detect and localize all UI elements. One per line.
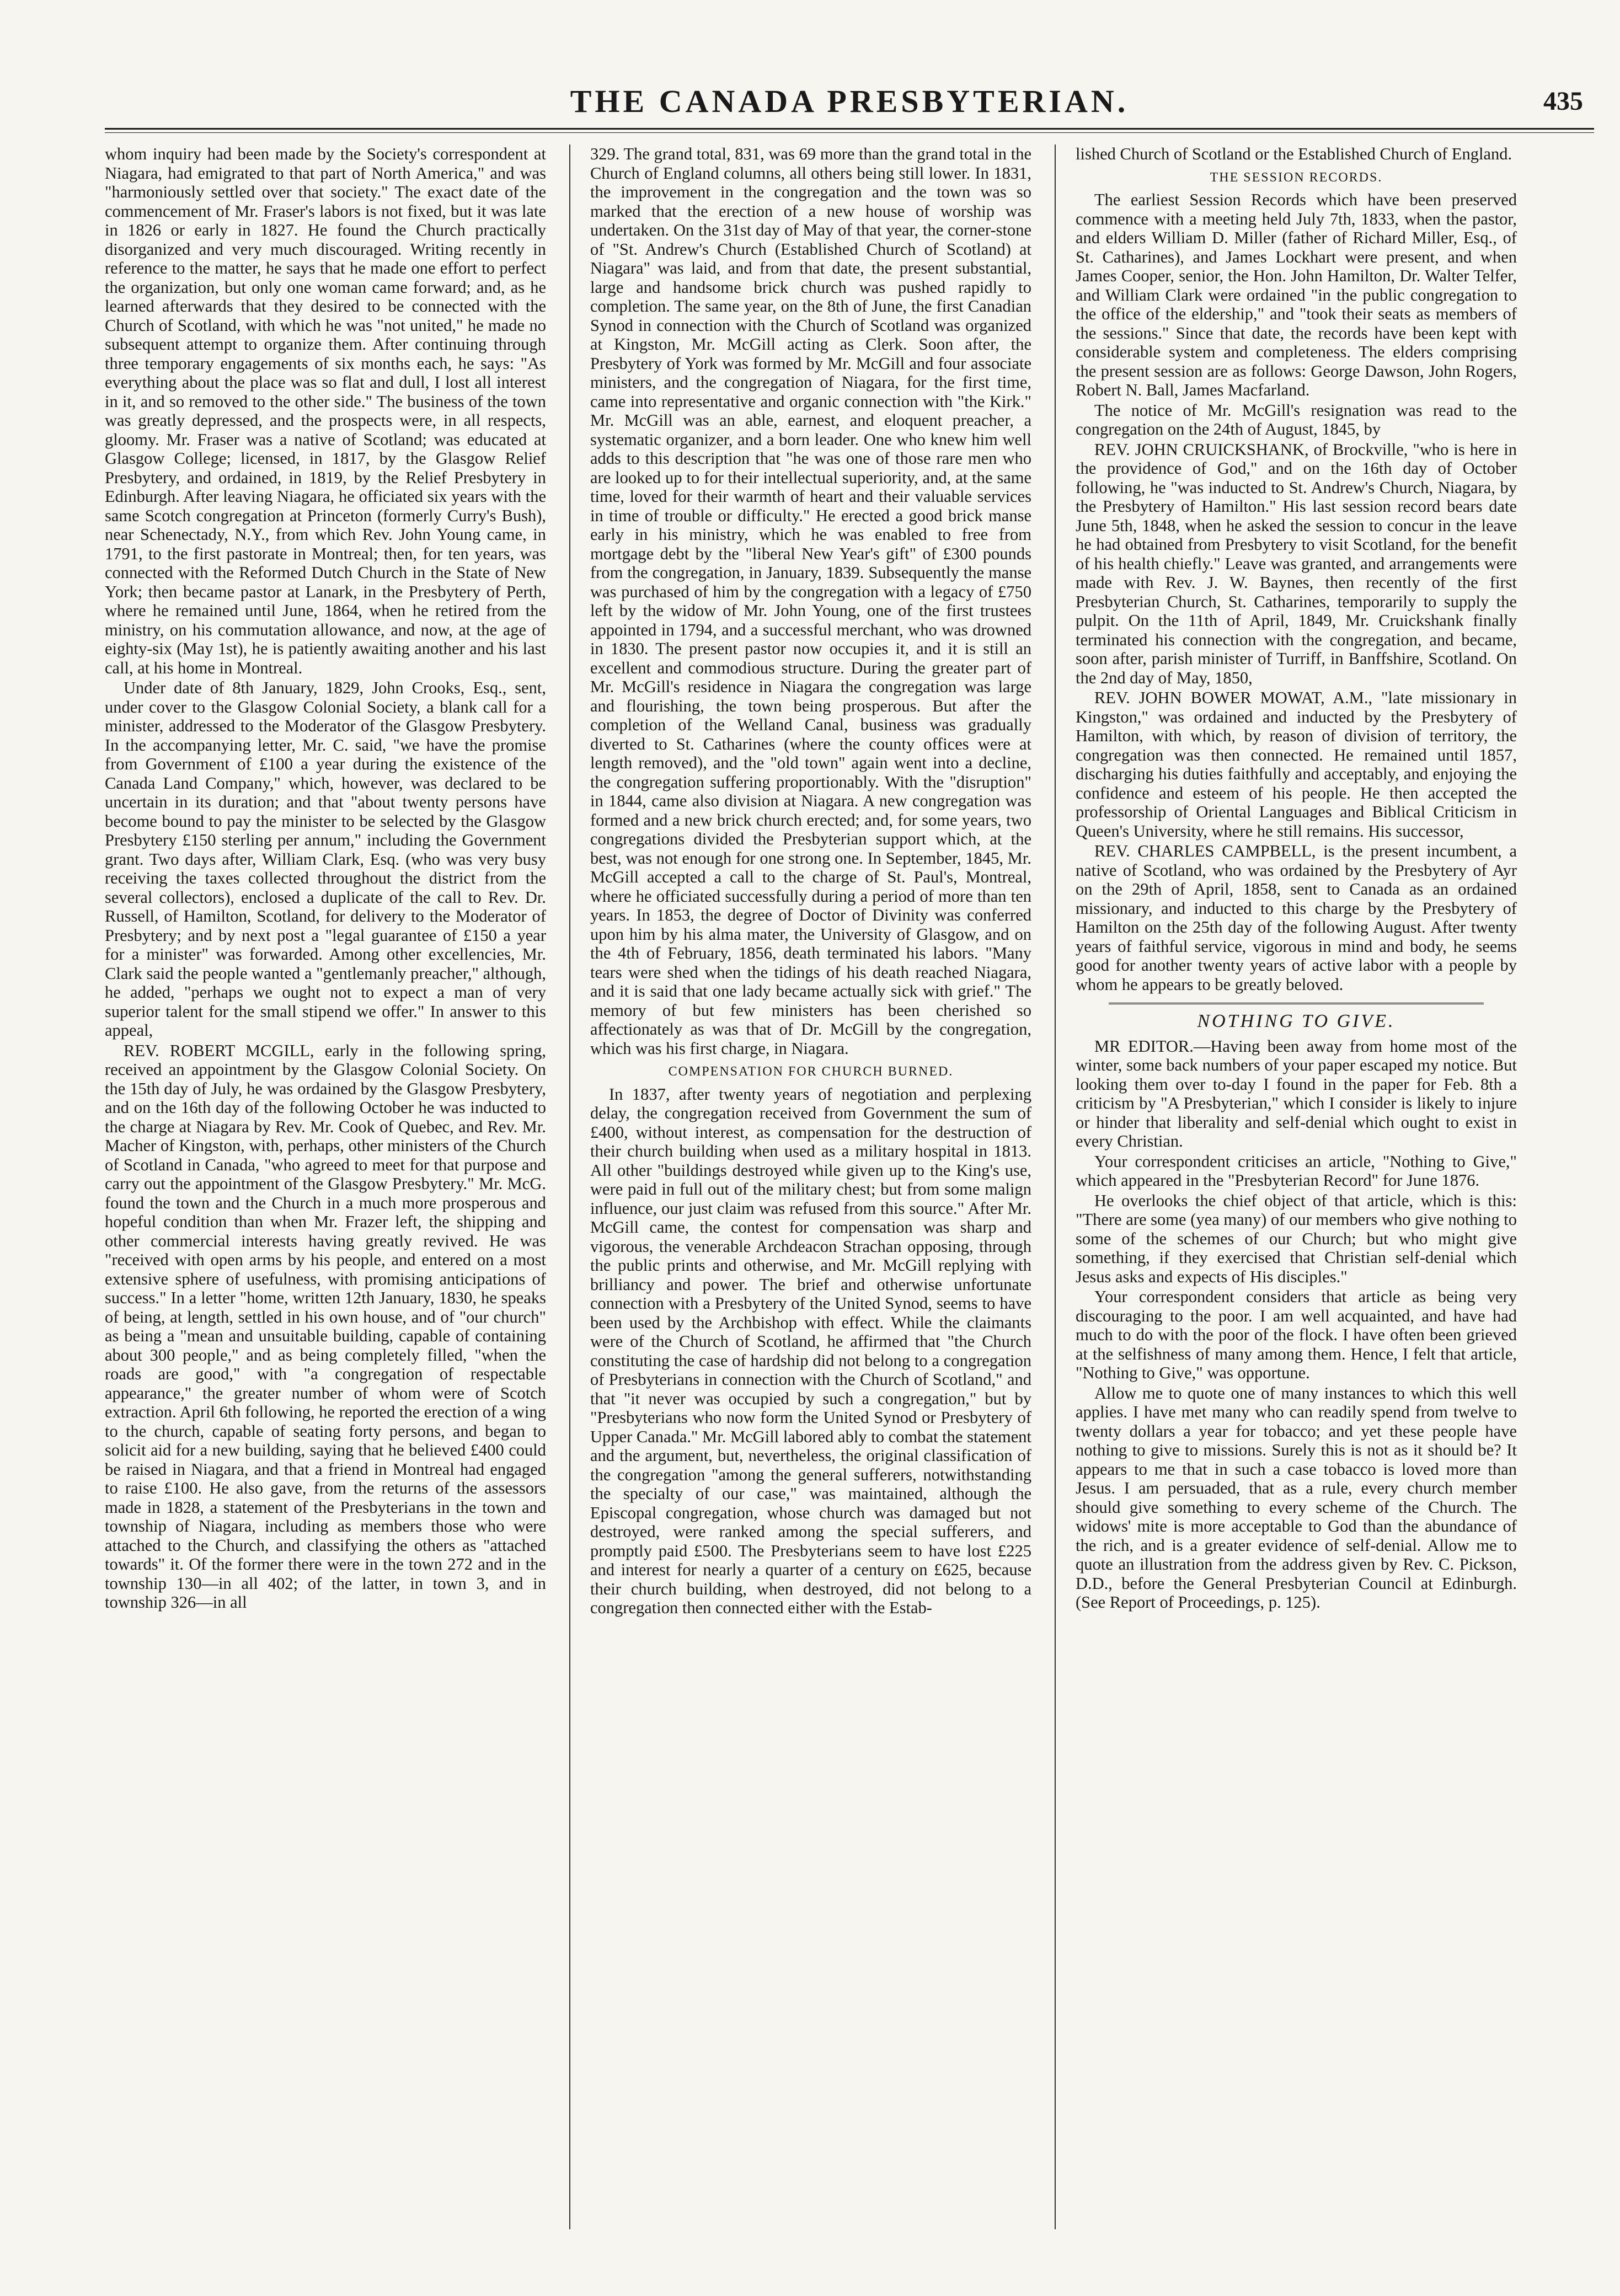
article-divider [1109, 1003, 1484, 1007]
newspaper-title: THE CANADA PRESBYTERIAN. [570, 83, 1129, 119]
article-paragraph: The notice of Mr. McGill's resignation was read to the congregation on the 24th of August, 1845, by [1076, 400, 1517, 438]
article-paragraph: Under date of 8th January, 1829, John Crooks, Esq., sent, under cover to the Glasgow Colonial Society, a blank call for a minister, addressed to the Moderator of the Glasgow Presbytery. In the accompanying letter, Mr. C. said, "we have the promise from Government of £100 a year during the existence of the Canada Land Company," which, however, was declared to be uncertain in its duration; and that "about twenty persons have become bound to pay the minister to be selected by the Glasgow Presbytery £150 sterling per annum," including the Government grant. Two days after, William Clark, Esq. (who was very busy receiving the taxes collected throughout the district from the several collectors), enclosed a duplicate of the call to Rev. Dr. Russell, of Hamilton, Scotland, for delivery to the Moderator of Presbytery; and by next post a "legal guarantee of £150 a year for a minister" was forwarded. Among other excellencies, Mr. Clark said the people wanted a "gentlemanly preacher," although, he added, "perhaps we ought not to expect a man of very superior talent for the small stipend we offer." In answer to this appeal, [105, 678, 546, 1040]
column-2 [590, 144, 1031, 2240]
article-paragraph: REV. JOHN BOWER MOWAT, A.M., "late missionary in Kingston," was ordained and inducted by the Presbytery of Hamilton, with which, by reason of division of territory, the congregation was then connected. He remained until 1857, discharging his duties faithfully and acceptably, and enjoying the confidence and esteem of his people. He then accepted the professorship of Oriental Languages and Biblical Criticism in Queen's University, where he still remains. His successor, [1076, 688, 1517, 841]
column-3 [1076, 144, 1517, 2240]
article-paragraph: lished Church of Scotland or the Established Church of England. [1076, 144, 1512, 163]
article-paragraph: In 1837, after twenty years of negotiation and perplexing delay, the congregation received from Government the sum of £400, without interest, as compensation for the destruction of their church building when used as a military hospital in 1813. All other "buildings destroyed while given up to the King's use, were paid in full out of the military chest; but from some malign influence, our just claim was refused from this source." After Mr. McGill came, the contest for compensation was sharp and vigorous, the venerable Archdeacon Strachan opposing, through the public prints and otherwise, and Mr. McGill replying with brilliancy and power. The brief and otherwise unfortunate connection with a Presbytery of the United Synod, seems to have been used by the Archbishop with effect. While the claimants were of the Church of Scotland, he affirmed that "the Church constituting the case of hardship did not belong to a congregation of Presbyterians in connection with the Church of Scotland," and that "it never was occupied by such a congregation," but by "Presbyterians who now form the United Synod or Presbytery of Upper Canada." Mr. McGill labored ably to combat the statement and the argument, but, nevertheless, the original classification of the congregation "among the general sufferers, notwithstanding the specialty of our case," was maintained, although the Episcopal congregation, whose church was damaged but not destroyed, were ranked among the special sufferers, and promptly paid £500. The Presbyterians seem to have lost £225 and interest for nearly a quarter of a century on £625, because their church building, when destroyed, did not belong to a congregation then connected either with the Estab- [590, 1084, 1031, 1617]
header-rule-2 [105, 132, 1594, 133]
article-paragraph: The earliest Session Records which have been preserved commence with a meeting held July 7th, 1833, when the pastor, and elders William D. Miller (father of Richard Miller, Esq., of St. Catharines), and James Lockhart were present, and when James Cooper, senior, the Hon. John Hamilton, Dr. Walter Telfer, and William Clark were ordained "in the public congregation to the office of the eldership," and "took their seats as members of the sessions." Since that date, the records have been kept with considerable system and completeness. The elders comprising the present session are as follows: George Dawson, John Rogers, Robert N. Ball, James Macfarland. [1076, 190, 1517, 399]
section-heading: COMPENSATION FOR CHURCH BURNED. [668, 1064, 954, 1079]
letter-paragraph: Allow me to quote one of many instances to which this well applies. I have met many who can readily spend from twelve to twenty dollars a year for tobacco; and yet these people have nothing to give to missions. Surely this is not as it should be? It appears to me that in such a case tobacco is loved more than Jesus. I am persuaded, that as a rule, every church member should give something to every scheme of the Church. The widows' mite is more acceptable to God than the abundance of the rich, and is a greater evidence of self-denial. Allow me to quote an illustration from the address given by Rev. C. Pickson, D.D., before the General Presbyterian Council at Edinburgh. (See Report of Proceedings, p. 125). [1076, 1383, 1517, 1612]
masthead [105, 83, 1594, 127]
column-divider [569, 144, 570, 2229]
article-paragraph: REV. JOHN CRUICKSHANK, of Brockville, "who is here in the providence of God," and on the 16th day of October following, he "was inducted to St. Andrew's Church, Niagara, by the Presbytery of Hamilton." His last session record bears date June 5th, 1848, when he asked the session to concur in the leave he had obtained from Presbytery to visit Scotland, for the benefit of his health chiefly." Leave was granted, and arrangements were made with Rev. J. W. Baynes, then recently of the first Presbyterian Church, St. Catharines, temporarily to supply the pulpit. On the 11th of April, 1849, Mr. Cruickshank finally terminated his connection with the congregation, and became, soon after, parish minister of Turriff, in Banffshire, Scotland. On the 2nd day of May, 1850, [1076, 440, 1517, 687]
column-divider [1055, 144, 1056, 2229]
article-heading: NOTHING TO GIVE. [1197, 1011, 1396, 1031]
page-number: 435 [1543, 87, 1583, 116]
header-rule [105, 128, 1594, 130]
column-1 [105, 144, 546, 2240]
letter-paragraph: Your correspondent considers that article as being very discouraging to the poor. I am well acquainted, and have had much to do with the poor of the flock. I have often been grieved at the selfishness of many among them. Hence, I felt that article, "Nothing to Give," was opportune. [1076, 1287, 1517, 1382]
letter-paragraph: Your correspondent criticises an article, "Nothing to Give," which appeared in the "Presbyterian Record" for June 1876. [1076, 1152, 1517, 1190]
letter-paragraph: He overlooks the chief object of that article, which is this: "There are some (yea many) of our members who give nothing to some of the schemes of our Church; but who might give something, if they exercised that Christian self-denial which Jesus asks and expects of His disciples." [1076, 1191, 1517, 1286]
section-heading: THE SESSION RECORDS. [1210, 170, 1383, 185]
article-paragraph: whom inquiry had been made by the Society's correspondent at Niagara, had emigrated to that part of North America," and was "harmoniously settled over that society." The exact date of the commencement of Mr. Fraser's labors is not fixed, but it was late in 1826 or early in 1827. He found the Church practically disorganized and very much discouraged. Writing recently in reference to the matter, he says that he made one effort to perfect the organization, but only one woman came forward; and, as he learned afterwards that they desired to be connected with the Church of Scotland, with which he was "not united," he made no subsequent attempt to organize them. After continuing through three temporary engagements of six months each, he says: "As everything about the place was so flat and dull, I lost all interest in it, and so removed to the other side." The business of the town was greatly depressed, and the prospects were, in all respects, gloomy. Mr. Fraser was a native of Scotland; was educated at Glasgow College; licensed, in 1817, by the Glasgow Relief Presbytery, and ordained, in 1819, by the Relief Presbytery in Edinburgh. After leaving Niagara, he officiated six years with the same Scotch congregation at Princeton (formerly Curry's Bush), near Schenectady, N.Y., from which Rev. John Young came, in 1791, to the first pastorate in Montreal; then, for ten years, was connected with the Reformed Dutch Church in the State of New York; then became pastor at Lanark, in the Presbytery of Perth, where he remained until June, 1864, when he retired from the ministry, on his commutation allowance, and now, at the age of eighty-six (May 1st), he is patiently awaiting another and his last call, at his home in Montreal. [105, 144, 546, 677]
article-paragraph: 329. The grand total, 831, was 69 more than the grand total in the Church of England columns, all others being still lower. In 1831, the improvement in the congregation and the town was so marked that the erection of a new house of worship was undertaken. On the 31st day of May of that year, the corner-stone of "St. Andrew's Church (Established Church of Scotland) at Niagara" was laid, and from that date, the present substantial, large and handsome brick church was pushed rapidly to completion. The same year, on the 8th of June, the first Canadian Synod in connection with the Church of Scotland was organized at Kingston, Mr. McGill acting as Clerk. Soon after, the Presbytery of York was formed by Mr. McGill and four associate ministers, and the congregation of Niagara, for the first time, came into representative and organic connection with "the Kirk." Mr. McGill was an able, earnest, and eloquent preacher, a systematic organizer, and a born leader. One who knew him well adds to this description that "he was one of those rare men who are looked up to for their intellectual superiority, and, at the same time, loved for their warmth of heart and their valuable services in time of trouble or difficulty." He erected a good brick manse early in his ministry, which he was enabled to free from mortgage debt by the "liberal New Year's gift" of £300 pounds from the congregation, in January, 1839. Subsequently the manse was purchased of him by the congregation with a legacy of £750 left by the widow of Mr. John Young, one of the first trustees appointed in 1794, and a successful merchant, who was drowned in 1830. The present pastor now occupies it, and it is still an excellent and commodious structure. During the greater part of Mr. McGill's residence in Niagara the congregation was large and flourishing, the town being prosperous. But after the completion of the Welland Canal, business was gradually diverted to St. Catharines (where the county offices were at length removed), and the "old town" again went into a decline, the congregation suffering proportionably. With the "disruption" in 1844, came also division at Niagara. A new congregation was formed and a new brick church erected; and, for some years, two congregations divided the Presbyterian support which, at the best, was not enough for one strong one. In September, 1845, Mr. McGill accepted a call to the charge of St. Paul's, Montreal, where he officiated successfully during a period of more than ten years. In 1853, the degree of Doctor of Divinity was conferred upon him by his alma mater, the University of Glasgow, and on the 4th of February, 1856, death terminated his labors. "Many tears were shed when the tidings of his death reached Niagara, and it is said that one lady became actually sick with grief." The memory of but few ministers has been cherished so affectionately as was that of Dr. McGill by the congregation, which was his first charge, in Niagara. [590, 144, 1031, 1058]
article-paragraph: REV. ROBERT MCGILL, early in the following spring, received an appointment by the Glasgow Colonial Society. On the 15th day of July, he was ordained by the Glasgow Presbytery, and on the 16th day of the following October he was inducted to the charge at Niagara by Rev. Mr. Cook of Quebec, and Rev. Mr. Macher of Kingston, with, perhaps, other ministers of the Church of Scotland in Canada, "who agreed to meet for that purpose and carry out the appointment of the Glasgow Presbytery." Mr. McG. found the town and the Church in a much more prosperous and hopeful condition than when Mr. Frazer left, the shipping and other commercial interests having greatly revived. He was "received with open arms by his people, and entered on a most extensive sphere of usefulness, with promising anticipations of success." In a letter "home, written 12th January, 1830, he speaks of being, at length, settled in his own house, and of "our church" as being a "mean and unsuitable building, capable of containing about 300 people," and as being completely filled, "when the roads are good," with "a congregation of respectable appearance," the greater number of whom were of Scotch extraction. April 6th following, he reported the erection of a wing to the church, capable of seating forty persons, and began to solicit aid for a new building, saying that he believed £400 could be raised in Niagara, and that a friend in Montreal had engaged to raise £100. He also gave, from the returns of the assessors made in 1828, a statement of the Presbyterians in the town and township of Niagara, including as members those who were attached to the Church, and classifying the others as "attached towards" it. Of the former there were in the town 272 and in the township 130—in all 402; of the latter, in town 3, and in township 326—in all [105, 1041, 546, 1612]
letter-paragraph: MR EDITOR.—Having been away from home most of the winter, some back numbers of your paper escaped my notice. But looking them over to-day I found in the paper for Feb. 8th a criticism by "A Presbyterian," which I consider is likely to injure or hinder that liberality and self-denial which ought to exist in every Christian. [1076, 1036, 1517, 1150]
article-paragraph: REV. CHARLES CAMPBELL, is the present incumbent, a native of Scotland, who was ordained by the Presbytery of Ayr on the 29th of April, 1858, sent to Canada as an ordained missionary, and inducted to this charge by the Presbytery of Hamilton on the 25th day of the following August. After twenty years of faithful service, vigorous in mind and body, he seems good for another twenty years of active labor with a people by whom he appears to be greatly beloved. [1076, 842, 1517, 994]
